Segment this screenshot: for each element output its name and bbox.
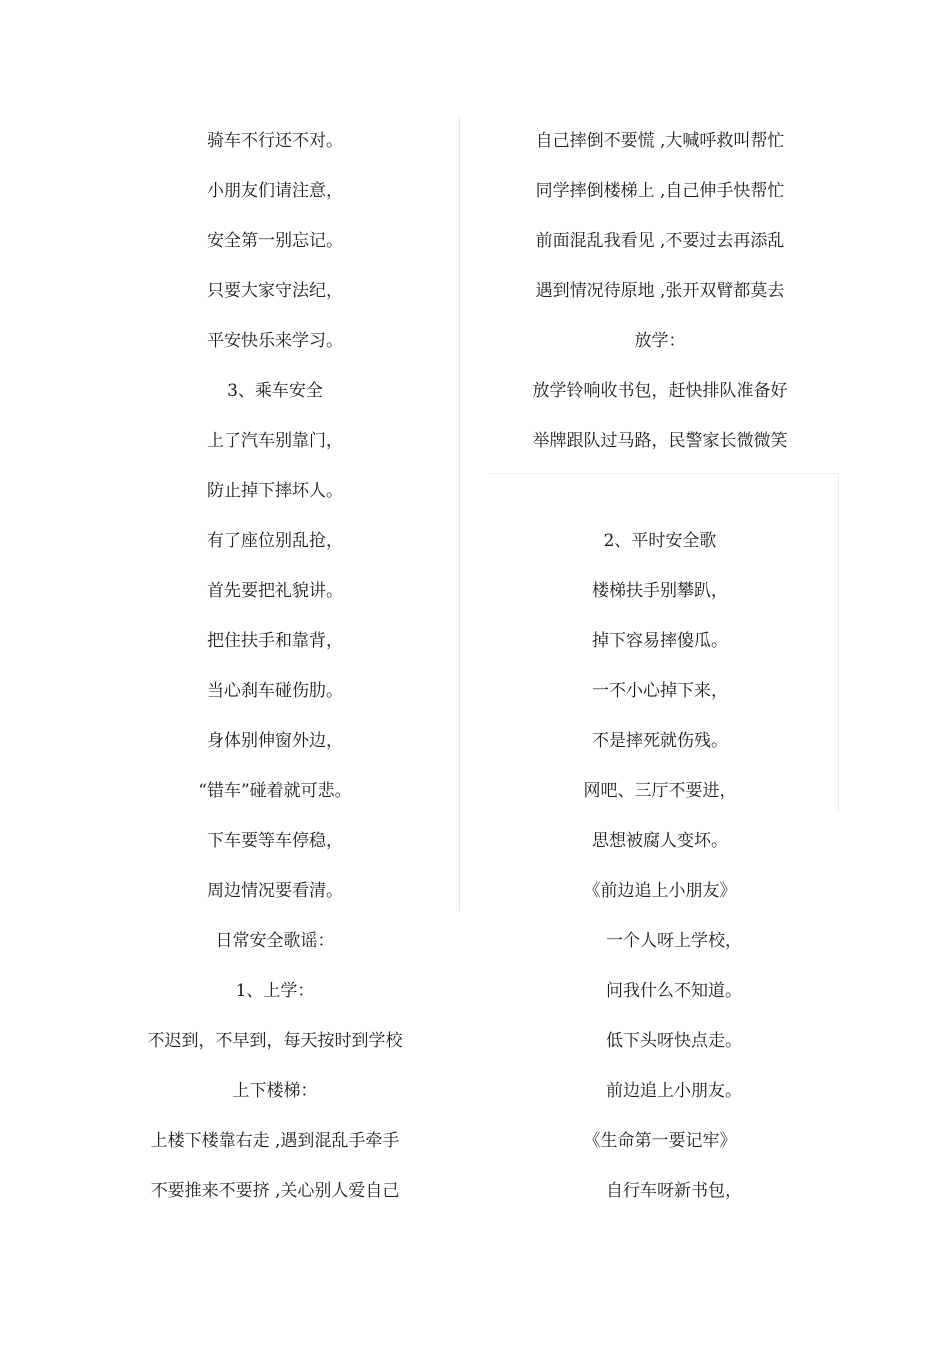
text-line: 不迟到，不早到，每天按时到学校 <box>147 1031 403 1051</box>
right-column <box>500 116 820 1216</box>
text-line: 身体别伸窗外边， <box>207 731 343 751</box>
poem-title: 《生命第一要记牢》 <box>583 1131 737 1151</box>
text-line: 下车要等车停稳， <box>207 831 343 851</box>
text-line: 遇到情况待原地 ,张开双臂都莫去 <box>535 281 785 301</box>
text-line: 网吧、三厅不要进， <box>583 781 737 801</box>
text-line: 一不小心掉下来， <box>592 681 728 701</box>
text-line: 把住扶手和靠背， <box>207 631 343 651</box>
column-divider <box>459 116 460 911</box>
text-line: “错车”碰着就可悲。 <box>198 781 352 801</box>
text-line: 骑车不行还不对。 <box>207 131 343 151</box>
text-line: 思想被腐人变坏。 <box>592 831 728 851</box>
text-line: 上楼下楼靠右走 ,遇到混乱手牵手 <box>150 1131 400 1151</box>
text-line: 自行车呀新书包， <box>606 1181 742 1201</box>
section-heading: 2、平时安全歌 <box>603 531 717 551</box>
text-line: 上了汽车别靠门， <box>207 431 343 451</box>
text-line: 小朋友们请注意， <box>207 181 343 201</box>
left-column <box>130 116 420 1216</box>
text-line: 不要推来不要挤 ,关心别人爱自己 <box>150 1181 400 1201</box>
text-line: 楼梯扶手别攀趴， <box>592 581 728 601</box>
text-line: 周边情况要看清。 <box>207 881 343 901</box>
box-right-border <box>838 473 839 811</box>
blank-line <box>500 466 820 516</box>
text-line: 低下头呀快点走。 <box>606 1031 742 1051</box>
poem-title: 《前边追上小朋友》 <box>583 881 737 901</box>
text-line: 掉下容易摔傻瓜。 <box>592 631 728 651</box>
text-line: 一个人呀上学校， <box>606 931 742 951</box>
text-line: 举牌跟队过马路，民警家长微微笑 <box>532 431 788 451</box>
text-line: 前边追上小朋友。 <box>606 1081 742 1101</box>
section-heading: 3、乘车安全 <box>227 381 323 401</box>
section-heading: 放学： <box>634 331 686 351</box>
text-line: 同学摔倒楼梯上 ,自己伸手快帮忙 <box>535 181 785 201</box>
text-line: 防止掉下摔坏人。 <box>207 481 343 501</box>
text-line: 安全第一别忘记。 <box>207 231 343 251</box>
section-heading: 上下楼梯： <box>232 1081 318 1101</box>
section-heading: 日常安全歌谣： <box>215 931 335 951</box>
text-line: 平安快乐来学习。 <box>207 331 343 351</box>
text-line: 当心刹车碰伤肋。 <box>207 681 343 701</box>
section-heading: 1、上学： <box>235 981 315 1001</box>
text-line: 放学铃响收书包，赶快排队准备好 <box>532 381 788 401</box>
text-line: 不是摔死就伤残。 <box>592 731 728 751</box>
text-line: 只要大家守法纪， <box>207 281 343 301</box>
text-line: 前面混乱我看见 ,不要过去再添乱 <box>535 231 785 251</box>
text-line: 首先要把礼貌讲。 <box>207 581 343 601</box>
text-line: 自己摔倒不要慌 ,大喊呼救叫帮忙 <box>535 131 785 151</box>
text-line: 问我什么不知道。 <box>606 981 742 1001</box>
text-line: 有了座位别乱抢， <box>207 531 343 551</box>
